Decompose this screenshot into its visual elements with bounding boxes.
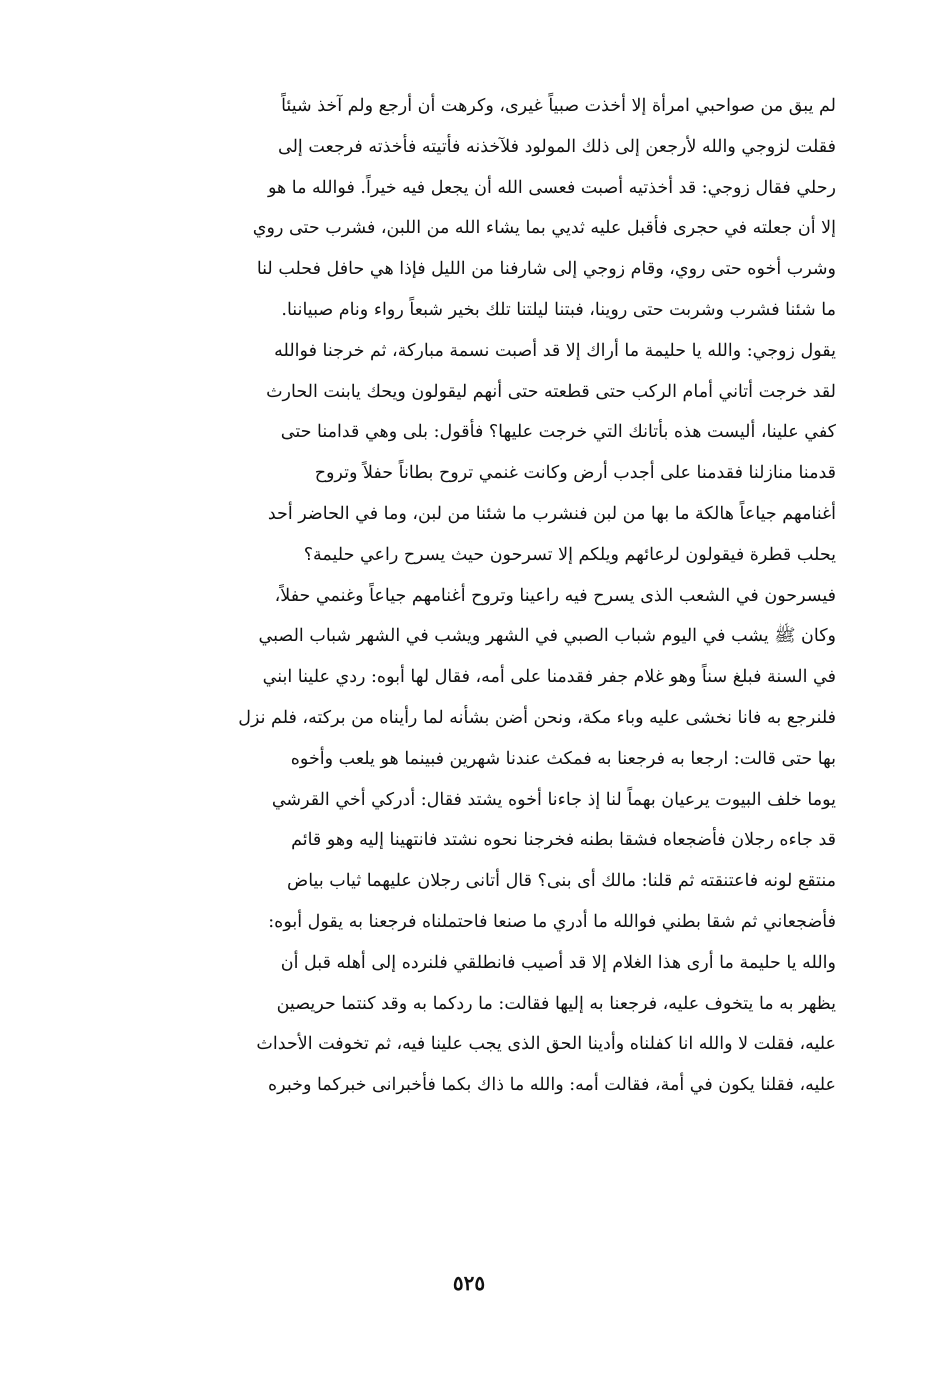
text-line: عليه، فقلنا يكون في أمة، فقالت أمه: والله ما ذاك بكما فأخبرانى خبركما وخبره [268,1075,836,1096]
text-line: رحلي فقال زوجي: قد أخذتيه أصبت فعسى الله أن يجعل فيه خيراً. فوالله ما هو [267,177,836,198]
page-number: ٥٢٥ [452,1271,486,1295]
text-line: وشرب أخوه حتى روي، وقام زوجي إلى شارفنا من الليل فإذا هي حافل فحلب لنا [256,259,836,280]
text-line: كفي علينا، أليست هذه بأتانك التي خرجت عليها؟ فأقول: بلى وهي قدامنا حتى [280,422,836,443]
text-line: في السنة فبلغ سناً وهو غلام جفر فقدمنا على أمه، فقال لها أبوه: ردي علينا ابني [262,667,836,688]
text-line: يحلب قطرة فيقولون لرعائهم ويلكم إلا تسرحون حيث يسرح راعي حليمة؟ [303,544,836,565]
text-line: لقد خرجت أتاني أمام الركب حتى قطعته حتى أنهم ليقولون ويحك يابنت الحارث [266,381,836,402]
text-line: بها حتى قالت: ارجعا به فرجعنا به فمكث عندنا شهرين فبينما هو يلعب وأخوه [290,748,836,769]
text-line: قدمنا منازلنا فقدمنا على أجدب أرض وكانت غنمي تروح بطاناً حفلاً وتروح [314,463,836,484]
text-line: قد جاءه رجلان فأضجعاه فشقا بطنه فخرجنا نحوه نشتد فانتهينا إليه وهو قائم [291,830,836,851]
text-line: فلنرجع به فانا نخشى عليه وباء مكة، ونحن أضن بشأنه لما رأيناه من بركته، فلم نزل [238,707,836,728]
text-line: يوما خلف البيوت يرعيان بهماً لنا إذ جاءنا أخوه يشتد فقال: أدركي أخي القرشي [271,789,836,810]
text-line: فيسرحون في الشعب الذى يسرح فيه راعينا وتروح أغنامهم جياعاً وغنمي حفلاً، [274,585,836,606]
text-line: إلا أن جعلته في حجرى فأقبل عليه ثديي بما يشاء الله من اللبن، فشرب حتى روي [252,218,836,239]
text-line: فقلت لزوجي والله لأرجعن إلى ذلك المولود فلآخذنه فأتيته فأخذته فرجعت إلى [277,136,836,157]
body-text [118,86,836,1106]
text-line: يظهر به ما يتخوف عليه، فرجعنا به إليها فقالت: ما ردكما به وقد كنتما حريصين [276,993,836,1014]
text-line: يقول زوجي: والله يا حليمة ما أراك إلا قد أصبت نسمة مباركة، ثم خرجنا فوالله [274,340,836,361]
text-line: فأضجعاني ثم شقا بطني فوالله ما أدري ما صنعا فاحتملناه فرجعنا به يقول أبوه: [268,911,836,932]
text-line: عليه، فقلت لا والله انا كفلناه وأدينا الحق الذى يجب علينا فيه، ثم تخوفت الأحداث [256,1034,836,1055]
text-line: ما شئنا فشرب وشربت حتى روينا، فبتنا ليلتنا تلك بخير شبعاً رواء ونام صبياننا. [281,299,836,320]
text-line: والله يا حليمة ما أرى هذا الغلام إلا قد أصيب فانطلقي فلنرده إلى أهله قبل أن [280,952,836,973]
text-line: لم يبق من صواحبي امرأة إلا أخذت صبياً غيرى، وكرهت أن أرجع ولم آخذ شيئاً [281,96,836,116]
text-line: منتقع لونه فاعتنقته ثم قلنا: مالك أى بنى؟ قال أتانى رجلان عليهما ثياب بياض [287,871,836,892]
text-line: وكان ﷺ يشب في اليوم شباب الصبي في الشهر ويشب في الشهر شباب الصبي [258,626,836,647]
text-line: أغنامهم جياعاً هالكة ما بها من لبن فنشرب ما شئنا من لبن، وما في الحاضر أحد [267,503,836,524]
